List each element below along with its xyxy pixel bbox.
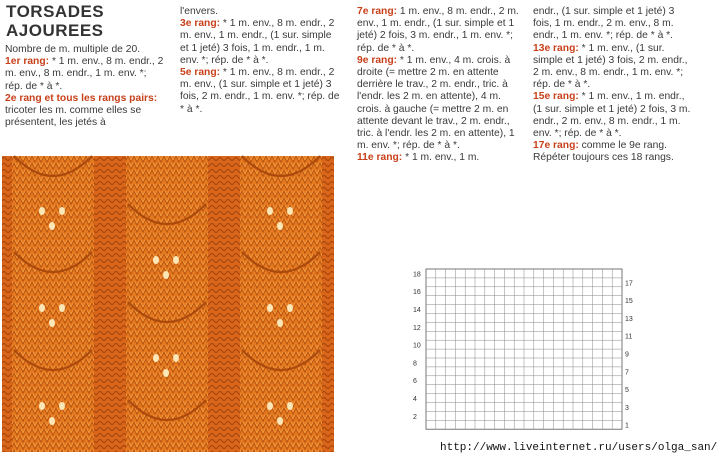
- title-line-1: TORSADES: [6, 2, 105, 21]
- instructions-column-2: [180, 6, 340, 116]
- text: tricoter les m. comme elles se présentent, les jetés à: [5, 105, 142, 129]
- knitted-swatch-photo: [2, 156, 334, 452]
- chart-row-number-right: 7: [625, 369, 629, 377]
- paragraph: [533, 91, 696, 140]
- instructions-column-4: [533, 6, 696, 165]
- paragraph: [180, 6, 340, 18]
- chart-row-number-right: 9: [625, 351, 629, 359]
- chart-row-number-left: 2: [413, 413, 417, 421]
- row-label: 15e rang:: [533, 91, 579, 103]
- paragraph: [180, 67, 340, 116]
- paragraph: [5, 56, 167, 93]
- row-label: 17e rang:: [533, 140, 579, 152]
- row-label: 11e rang:: [357, 152, 403, 164]
- row-label: 1er rang:: [5, 56, 50, 68]
- row-label: 13e rang:: [533, 42, 579, 54]
- row-label: 2e rang et tous les rangs pairs:: [5, 92, 158, 104]
- text: 1 m. env., 8 m. endr., 2 m. env., 1 m. endr., (1 sur. simple et 1 jeté) 2 fois, 3 m. endr., 1 m. env. *; rép. de * à *.: [357, 6, 519, 54]
- text: comme le 9e rang. Répéter toujours ces 18 rangs.: [533, 140, 674, 164]
- chart-row-number-left: 8: [413, 360, 417, 368]
- text: * 1 m. env., 8 m. endr., 2 m. env., (1 sur. simple et 1 jeté) 3 fois, 2 m. endr., 1 m. env. *; rép. de * à *.: [180, 67, 340, 115]
- swatch-illustration: [2, 156, 334, 452]
- paragraph: [357, 55, 519, 153]
- paragraph: [357, 152, 519, 164]
- chart-row-number-left: 14: [413, 307, 421, 314]
- pattern-title: [6, 2, 104, 40]
- instructions-column-3: [357, 6, 519, 165]
- row-label: 9e rang:: [357, 54, 398, 66]
- text: endr., (1 sur. simple et 1 jeté) 3 fois, 1 m. endr., 2 m. env., 8 m. endr., 1 m. env. *; rép. de * à *.: [533, 6, 675, 42]
- instructions-column-1: [5, 44, 167, 129]
- stitch-chart-grid: [412, 265, 633, 437]
- paragraph: [533, 43, 696, 92]
- chart-row-number-left: 18: [413, 271, 421, 279]
- chart-row-number-right: 3: [625, 404, 629, 412]
- chart-row-number-right: 1: [625, 422, 629, 430]
- paragraph: [5, 93, 167, 130]
- text: * 1 m. env., (1 sur. simple et 1 jeté) 3 fois, 2 m. endr., 2 m. env., 8 m. endr., 1 m. env. *; rép. de * à *.: [533, 42, 688, 91]
- text: * 1 m. env., 4 m. crois. à droite (= mettre 2 m. en attente derrière le trav., 2 m. endr., tric. à l'endr. les 2 m. en attente), 4 m. crois. à gauche (= mettre 2 m. en attente devant le trav., 2 m. endr., tric. à l'endr. les 2 m. en attente), 1 m. env. *; rép. de * à *.: [357, 54, 515, 152]
- text: l'envers.: [180, 6, 219, 17]
- text: * 1 m. env., 8 m. endr., 2 m. env., 8 m. endr., 1 m. env. *; rép. de * à *.: [5, 56, 164, 92]
- paragraph: [533, 140, 696, 164]
- text: * 1 m. env., 8 m. endr., 2 m. env., 1 m. endr., (1 sur. simple et 1 jeté) 3 fois, 1 m. endr., 1 m. env. *; rép. de * à *.: [180, 18, 335, 66]
- chart-row-number-right: 11: [625, 333, 633, 341]
- row-label: 5e rang:: [180, 67, 221, 79]
- paragraph: [533, 6, 696, 43]
- text: * 1 m. env., 1 m. endr., (1 sur. simple et 1 jeté) 2 fois, 3 m. endr., 2 m. env., 8 m. endr., 1 m. env. *; rép. de * à *.: [533, 91, 691, 140]
- chart-row-number-right: 13: [625, 315, 633, 323]
- text: Nombre de m. multiple de 20.: [5, 44, 141, 55]
- paragraph: [5, 44, 167, 56]
- row-label: 3e rang:: [180, 18, 221, 30]
- row-label: 7e rang:: [357, 6, 398, 17]
- chart-row-number-left: 6: [413, 378, 417, 386]
- paragraph: [180, 18, 340, 67]
- chart-row-number-left: 4: [413, 396, 417, 403]
- chart-row-number-right: 15: [625, 298, 633, 306]
- source-url: http://www.liveinternet.ru/users/olga_san/: [440, 442, 717, 454]
- chart-row-number-left: 10: [413, 342, 421, 350]
- chart-row-number-left: 12: [413, 324, 421, 332]
- chart-row-number-right: 17: [625, 280, 633, 288]
- paragraph: [357, 6, 519, 55]
- title-line-2: AJOUREES: [6, 21, 104, 40]
- stitch-chart: [412, 265, 633, 442]
- chart-row-number-right: 5: [625, 387, 629, 395]
- chart-row-number-left: 16: [413, 289, 421, 297]
- text: * 1 m. env., 1 m.: [402, 152, 480, 164]
